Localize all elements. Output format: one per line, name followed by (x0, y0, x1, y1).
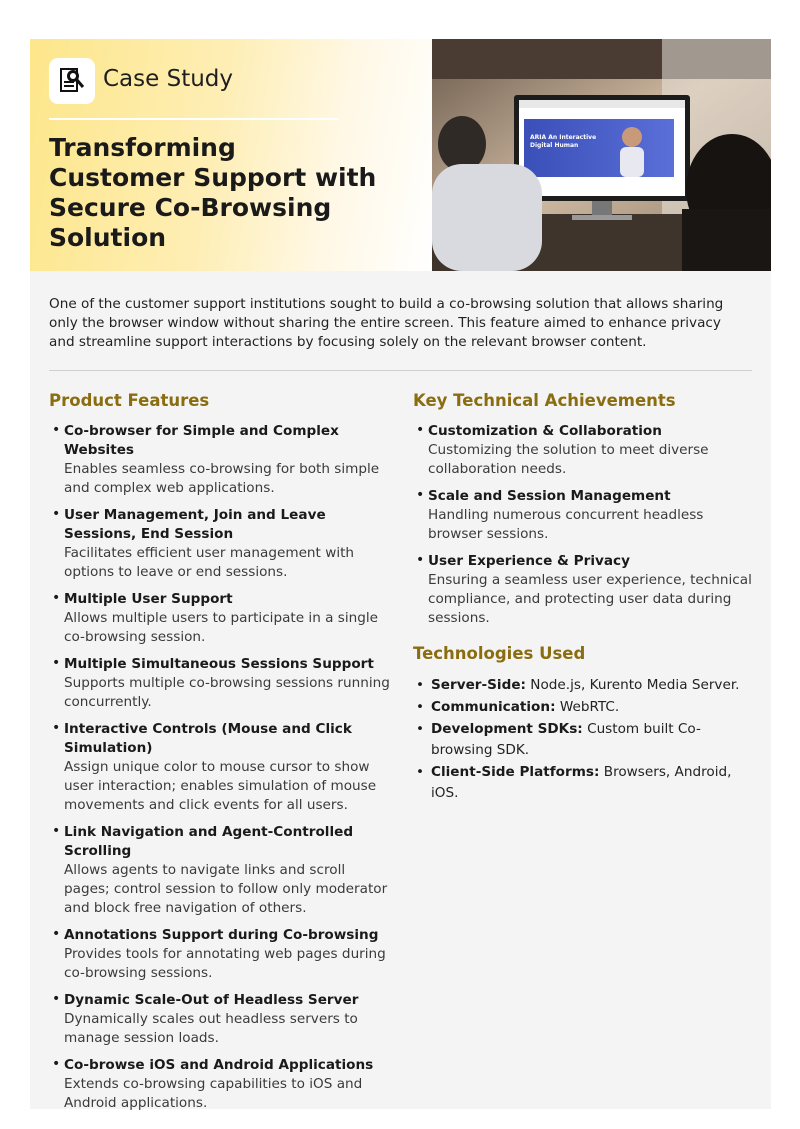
list-item (413, 697, 758, 718)
list-item (49, 655, 394, 712)
feature-description: Provides tools for annotating web pages during co-browsing sessions. (64, 946, 386, 981)
feature-description: Allows agents to navigate links and scroll pages; control session to follow only moderator and block free navigation of others. (64, 862, 388, 916)
achievement-title: • Customization & Collaboration (428, 423, 662, 439)
list-item (49, 590, 394, 647)
list-item (413, 422, 758, 479)
list-item (413, 719, 758, 761)
list-item (49, 1056, 394, 1113)
case-study-page (30, 39, 771, 1109)
feature-title: • Link Navigation and Agent-Controlled Scrolling (64, 824, 354, 859)
achievement-description: Handling numerous concurrent headless browser sessions. (428, 507, 704, 542)
feature-title: • Annotations Support during Co-browsing (64, 927, 379, 943)
list-item (413, 552, 758, 628)
tech-label: Development SDKs: (431, 721, 583, 737)
achievement-description: Ensuring a seamless user experience, technical compliance, and protecting user data during sessions. (428, 572, 752, 626)
hero-text-panel (30, 39, 432, 271)
feature-title: • Multiple Simultaneous Sessions Support (64, 656, 374, 672)
feature-description: Assign unique color to mouse cursor to show user interaction; enables simulation of mouse movements and click events for all users. (64, 759, 377, 813)
list-item (49, 720, 394, 815)
tech-label: Client-Side Platforms: (431, 764, 600, 780)
product-features-list (49, 422, 394, 1113)
technologies-list (413, 675, 758, 804)
feature-title: • Multiple User Support (64, 591, 233, 607)
achievement-title: • User Experience & Privacy (428, 553, 630, 569)
technologies-heading: Technologies Used (413, 644, 586, 663)
achievements-heading: Key Technical Achievements (413, 391, 676, 410)
tech-value: WebRTC. (555, 699, 620, 715)
feature-description: Allows multiple users to participate in a single co-browsing session. (64, 610, 379, 645)
list-item (49, 506, 394, 582)
achievement-description: Customizing the solution to meet diverse collaboration needs. (428, 442, 709, 477)
intro-paragraph: One of the customer support institutions sought to build a co-browsing solution that allows sharing only the browser window without sharing the entire screen. This feature aimed to enhance privacy and streamline support interactions by focusing solely on the relevant browser content. (49, 296, 724, 350)
right-column (413, 391, 758, 805)
product-features-heading: Product Features (49, 391, 210, 410)
hero-banner (30, 39, 771, 271)
feature-description: Supports multiple co-browsing sessions running concurrently. (64, 675, 390, 710)
feature-description: Extends co-browsing capabilities to iOS and Android applications. (64, 1076, 363, 1111)
hero-photo (432, 39, 771, 271)
achievement-title: • Scale and Session Management (428, 488, 671, 504)
tech-value: Custom built Co-browsing SDK. (431, 721, 701, 758)
case-study-search-document-icon (49, 58, 95, 104)
feature-title: • Dynamic Scale-Out of Headless Server (64, 992, 359, 1008)
tech-value: Browsers, Android, iOS. (431, 764, 732, 801)
svg-text:Digital Human: Digital Human (530, 142, 579, 149)
achievements-list (413, 422, 758, 628)
list-item (413, 675, 758, 696)
feature-title: • User Management, Join and Leave Sessions, End Session (64, 507, 326, 542)
feature-description: Enables seamless co-browsing for both simple and complex web applications. (64, 461, 380, 496)
feature-title: • Co-browse iOS and Android Applications (64, 1057, 374, 1073)
feature-description: Dynamically scales out headless servers to manage session loads. (64, 1011, 358, 1046)
list-item (413, 762, 758, 804)
page-title: Transforming Customer Support with Secure Co-Browsing Solution (49, 133, 377, 252)
feature-description: Facilitates efficient user management with options to leave or end sessions. (64, 545, 355, 580)
tech-label: Communication: (431, 699, 556, 715)
tech-value: Node.js, Kurento Media Server. (525, 677, 740, 693)
product-features-section (49, 391, 394, 1121)
list-item (49, 823, 394, 918)
list-item (49, 422, 394, 498)
feature-title: • Interactive Controls (Mouse and Click Simulation) (64, 721, 352, 756)
list-item (413, 487, 758, 544)
case-study-label: Case Study (103, 66, 234, 92)
feature-title: • Co-browser for Simple and Complex Websites (64, 423, 339, 458)
svg-text:ARIA An Interactive: ARIA An Interactive (530, 134, 597, 141)
header-divider (49, 118, 339, 120)
list-item (49, 926, 394, 983)
list-item (49, 991, 394, 1048)
section-divider (49, 370, 752, 371)
tech-label: Server-Side: (431, 677, 526, 693)
